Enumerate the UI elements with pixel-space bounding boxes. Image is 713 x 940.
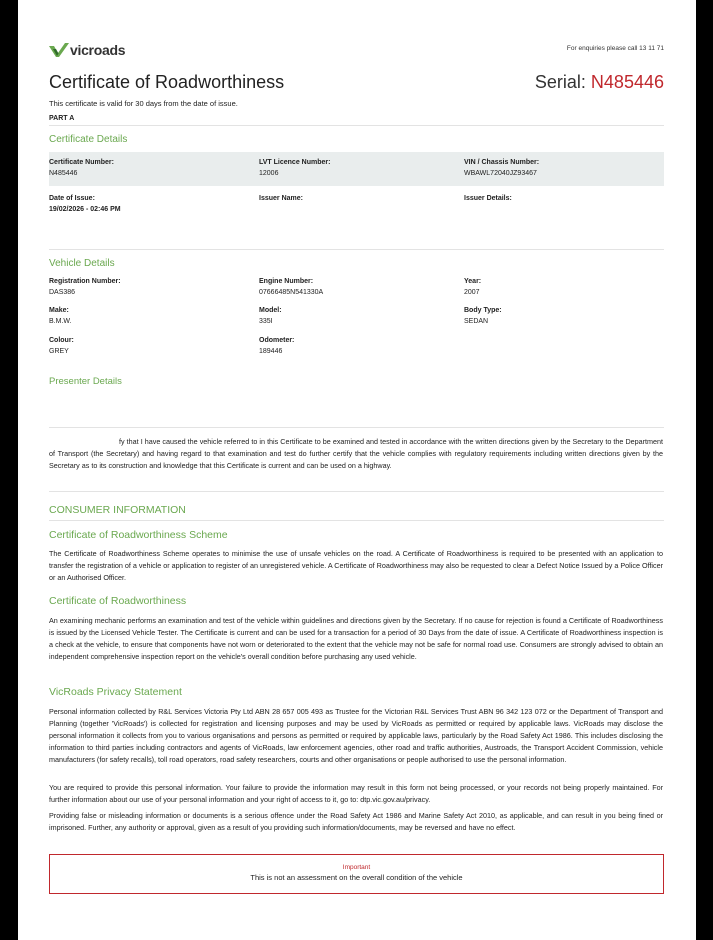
certification-statement: fy that I have caused the vehicle referred to in this Certificate to be examined and tested in accordance with the written directions given by the Secretary to the Department of Transport (the Secretary) and having regard to that examination and test do further certify that the vehicle complies with regulatory requirements including written directions given by the Secretary as to its construction and knowledge that this Certificate is current and can be used on a highway. — [49, 437, 663, 470]
field-label: Year: — [464, 278, 482, 285]
scheme-text: The Certificate of Roadworthiness Scheme operates to minimise the use of unsafe vehicles on the road. A Certificate of Roadworthiness is required to be presented with an application to transfer the registration of a vehicle or application to register of an unregistered vehicle. A Certificate of Roadworthiness may also be requested to clear a Defect Notice Issued by a Police Officer or an Authorised Officer. — [49, 549, 663, 582]
registration-number-field — [49, 278, 121, 296]
body-type-field — [464, 307, 502, 325]
important-label: Important — [342, 864, 371, 871]
roadworthiness-heading: Certificate of Roadworthiness — [49, 595, 187, 607]
field-value: GREY — [49, 348, 69, 355]
field-label: VIN / Chassis Number: — [464, 159, 540, 166]
divider — [49, 125, 664, 126]
colour-field — [49, 337, 74, 355]
field-value: DAS386 — [49, 289, 76, 296]
vehicle-details-heading: Vehicle Details — [49, 258, 115, 269]
privacy-text-2: You are required to provide this personal information. Your failure to provide the information may result in this form not being processed, or your records not being properly maintained. For further information about our use of your personal information and your right of access to it, go to: dtp.vic.gov.au/privacy. — [49, 783, 663, 804]
field-value: N485446 — [49, 170, 78, 177]
validity-note: This certificate is valid for 30 days from the date of issue. — [49, 99, 238, 108]
date-of-issue-field — [49, 195, 121, 213]
field-value: WBAWL72040JZ93467 — [464, 170, 537, 177]
presenter-details-heading: Presenter Details — [49, 376, 122, 387]
field-value: 335I — [259, 318, 273, 325]
divider — [49, 427, 664, 428]
serial-number: N485446 — [590, 72, 664, 92]
field-label: Registration Number: — [49, 278, 121, 285]
odometer-field — [259, 337, 294, 355]
field-value: 19/02/2026 - 02:46 PM — [49, 206, 121, 213]
certificate-details-heading: Certificate Details — [49, 134, 128, 145]
field-label: LVT Licence Number: — [259, 159, 331, 166]
logo-text: vicroads — [70, 42, 126, 58]
part-label: PART A — [49, 115, 75, 122]
field-value: B.M.W. — [49, 318, 72, 325]
divider — [49, 520, 664, 521]
year-field — [464, 278, 481, 296]
field-label: Engine Number: — [259, 278, 314, 285]
issuer-name-field — [259, 195, 303, 206]
field-label: Make: — [49, 307, 69, 314]
important-text: This is not an assessment on the overall condition of the vehicle — [250, 873, 463, 882]
serial — [535, 72, 664, 93]
field-label: Model: — [259, 307, 282, 314]
field-label: Odometer: — [259, 337, 295, 344]
privacy-text-1: Personal information collected by R&L Services Victoria Pty Ltd ABN 28 657 005 493 as Trustee for the Victorian R&L Services Trust ABN 96 342 123 072 or the Department of Transport and Planning (together 'VicRoads') is collected for registration and licensing purposes and may be used by VicRoads as permitted or required by applicable laws. VicRoads may disclose the personal information it collects from you to various organisations and persons as permitted or required by applicable laws, particularly by the Road Safety Act 1986. This includes disclosing the information to third parties including contractors and agents of VicRoads, law enforcement agencies, other road and traffic authorities, Austroads, the Transport Accident Commission, vehicle manufacturers (for safety recalls), toll road operators, road safety researchers, courts and other organisations or people authorised to use the personal information. — [49, 707, 663, 764]
certificate-number-field — [49, 159, 114, 177]
privacy-text-3: Providing false or misleading information or documents is a serious offence under the Road Safety Act 1986 and Marine Safety Act 2010, as applicable, and can result in you being fined or imprisoned. Further, any authority or approval, given as a result of you providing such information/documents, may be reversed and have no effect. — [49, 811, 663, 832]
privacy-heading: VicRoads Privacy Statement — [49, 686, 182, 698]
enquiries-line: For enquiries please call 13 11 71 — [566, 45, 664, 52]
vicroads-v-icon — [49, 43, 69, 57]
field-label: Certificate Number: — [49, 159, 114, 166]
vicroads-logo — [49, 42, 125, 58]
certificate-details-band — [49, 152, 664, 186]
field-label: Body Type: — [464, 307, 502, 314]
issuer-details-field — [464, 195, 512, 206]
roadworthiness-text: An examining mechanic performs an examination and test of the vehicle within guidelines and directions given by the Secretary. If no cause for rejection is found a Certificate of Roadworthiness is issued by the Licensed Vehicle Tester. The Certificate is current and can be used for a transaction for a period of 30 Days from the date of issue. A Certificate of Roadworthiness inspection is a check at the vehicle, to ensure that components have not worn or deteriorated to the extent that the vehicle may not be safe for normal road use. Consumers are strongly advised to obtain an independent comprehensive inspection report on the vehicle's overall condition before purchasing any used vehicle. — [49, 616, 663, 661]
certificate-page — [18, 0, 696, 940]
scheme-heading: Certificate of Roadworthiness Scheme — [49, 529, 228, 541]
field-label: Issuer Name: — [259, 195, 303, 202]
page-title: Certificate of Roadworthiness — [49, 72, 285, 92]
engine-number-field — [259, 278, 323, 296]
field-value: 12006 — [259, 170, 279, 177]
field-value: 2007 — [464, 289, 480, 296]
field-value: 07666485N541330A — [259, 289, 324, 296]
model-field — [259, 307, 282, 325]
field-label: Date of Issue: — [49, 195, 95, 202]
field-label: Colour: — [49, 337, 74, 344]
serial-label: Serial: — [534, 72, 591, 92]
field-value: SEDAN — [464, 318, 489, 325]
divider — [49, 249, 664, 250]
field-value: 189446 — [259, 348, 283, 355]
consumer-information-heading: CONSUMER INFORMATION — [49, 504, 186, 516]
make-field — [49, 307, 72, 325]
divider — [49, 491, 664, 492]
lvt-licence-field — [259, 159, 330, 177]
important-notice — [49, 854, 664, 894]
vin-field — [464, 159, 539, 177]
field-label: Issuer Details: — [464, 195, 512, 202]
